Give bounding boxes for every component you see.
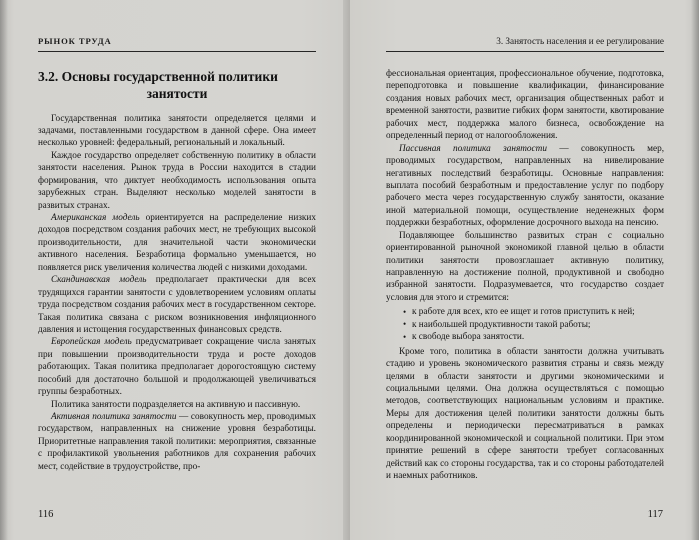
bullet-list xyxy=(386,306,664,343)
page-left-edge-shadow xyxy=(0,0,8,540)
running-head-left: РЫНОК ТРУДА xyxy=(38,36,112,46)
paragraph: Американская модель ориентируется на распределение низких доходов посредством создания рабочих мест, не требующих высокой производительности, для значительной части экономически активного населения. Безработица формально уменьшается, но появляется риск увеличения количества людей с низкими доходами. xyxy=(38,213,316,273)
paragraph: Подавляющее большинство развитых стран с социально ориентированной рыночной экономикой главной целью в области политики занятости провозглашает активную политику, направленную на достижение полной, продуктивной и свободно избранной занятости. Подразумевается, что государство создает условия для этого и стремится: xyxy=(386,230,664,303)
section-title-line1: Основы государственной политики xyxy=(61,69,278,84)
page-left-content xyxy=(38,36,316,506)
list-item: • к свободе выбора занятости. xyxy=(412,331,664,343)
header-rule-right xyxy=(386,51,664,52)
paragraph: Каждое государство определяет собственную политику в области занятости населения. Рынок труда в России находится в стадии формирования, что диктует необходимость использования опыта зарубежных стран. Выделяют несколько моделей занятости в развитых странах. xyxy=(38,150,316,211)
section-number: 3.2. xyxy=(38,69,59,84)
running-head-right: 3. Занятость населения и ее регулирование xyxy=(496,36,664,46)
paragraph: Политика занятости подразделяется на активную и пассивную. xyxy=(51,399,301,410)
list-item: • к наибольшей продуктивности такой работы; xyxy=(412,319,664,331)
section-heading-line1 xyxy=(38,68,316,85)
paragraph: Активная политика занятости — совокупность мер, проводимых государством, направленных на снижение уровня безработицы. Приоритетные направления такой политики: мероприятия, связанные с профилактикой увольнения работников для сохранения рабочих мест, содействие в трудоустройстве, про- xyxy=(38,412,316,472)
section-title-line2: занятости xyxy=(146,86,208,102)
section-heading xyxy=(38,68,316,103)
paragraph: Пассивная политика занятости — совокупность мер, проводимых государством, направленных на нивелирование негативных последствий безработицы. Основные направления: выплата пособий безработным и предоставление услуг по подбору рабочего места через государственную службу занятости, оказание иной материальной помощи, осуществление неденежных форм поддержки безработных, оформление досрочного выхода на пенсию. xyxy=(386,143,665,229)
page-number-left: 116 xyxy=(38,509,54,520)
paragraph: фессиональная ориентация, профессиональное обучение, подготовка, переподготовка и повышение квалификации, финансирование создания новых рабочих мест, организация общественных работ и временной занятости, развитие гибких форм занятости, квотирование рабочих мест, поддержка малого бизнеса, освобождение на определенный период от налогообложения. xyxy=(386,69,664,142)
page-left xyxy=(0,0,349,540)
list-item: • к работе для всех, кто ее ищет и готов приступить к ней; xyxy=(412,306,664,318)
page-number-right: 117 xyxy=(647,509,663,520)
header-rule-left xyxy=(38,51,316,52)
paragraph: Кроме того, политика в области занятости должна учитывать стадию и уровень экономического развития страны и связь между целями в области занятости и другими экономическими и социальными целями. Она должна осуществляться с помощью методов, соответствующих национальным условиям и практике. Меры для достижения целей политики занятости должны быть определены и периодически пересматриваться в рамках координированной экономической и социальной политики. При этом принятие решений в сфере занятости требует согласованных действий как со стороны государства, так и со стороны работодателей и наемных работников. xyxy=(386,346,664,481)
paragraph: Европейская модель предусматривает сокращение числа занятых при повышении производительности труда и росте доходов работающих. Такая политика предполагает дорогостоящую систему пособий для достаточно большой и продолжающей увеличиваться группы безработных. xyxy=(38,337,316,398)
paragraph: Государственная политика занятости определяется целями и задачами, поставленными государством в данной сфере. Она имеет несколько уровней: федеральный, региональный и локальный. xyxy=(38,113,316,149)
page-right-edge-shadow xyxy=(691,0,699,540)
page-right xyxy=(350,0,699,540)
page-right-content xyxy=(386,36,664,506)
paragraph: Скандинавская модель предполагает практически для всех трудящихся гарантии занятости с удовлетворением условиям оплаты труда посредством создания рабочих мест в государственном секторе. Такая политика связана с риском возникновения инфляционного давления и истощения государственных финансовых средств. xyxy=(38,275,316,335)
